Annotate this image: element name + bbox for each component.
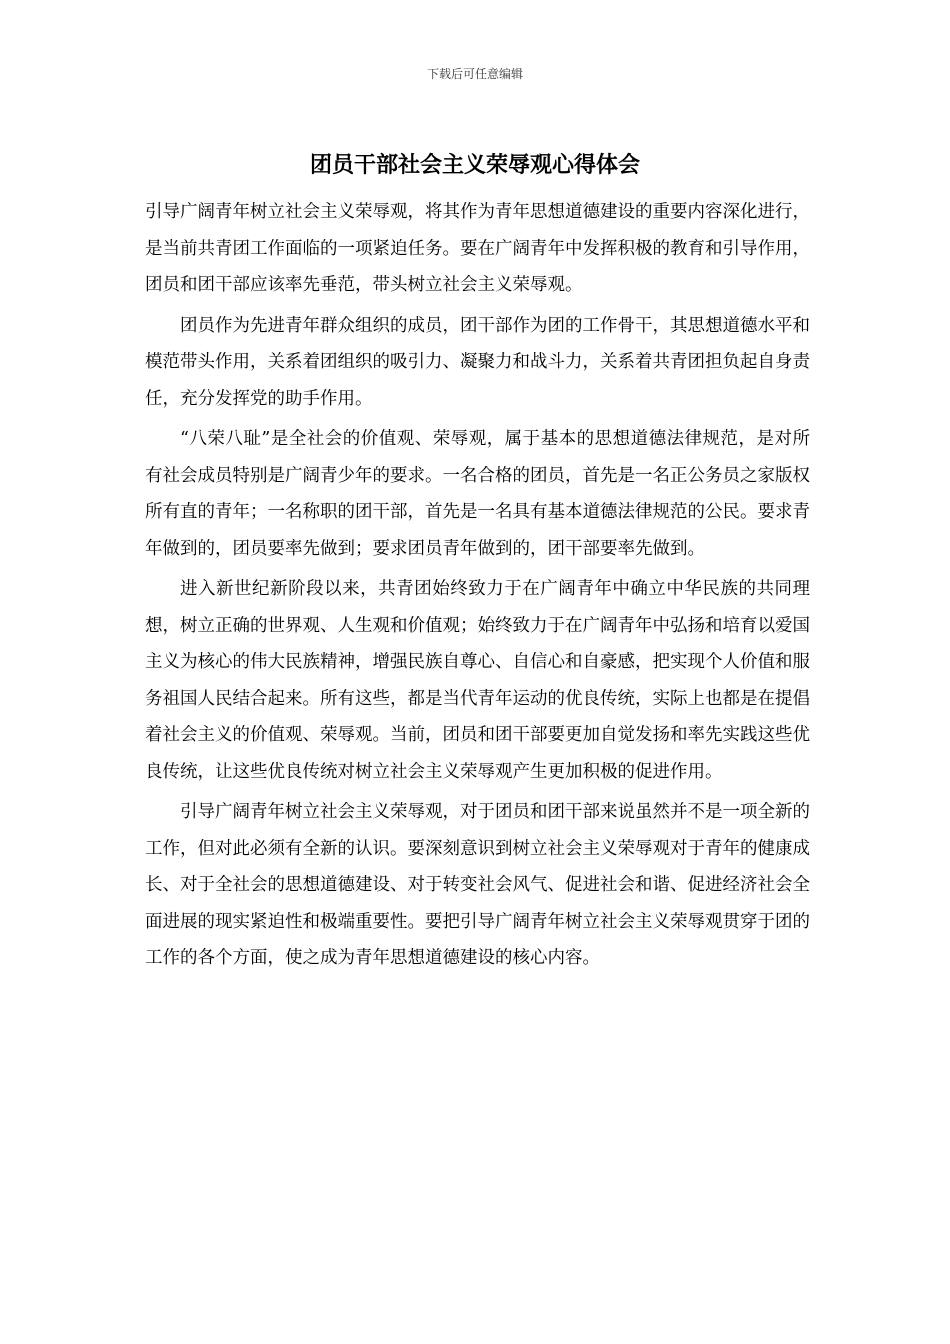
- document-title: 团员干部社会主义荣辱观心得体会: [309, 153, 640, 178]
- document-body: [145, 194, 810, 981]
- paragraph-3: “八荣八耻”是全社会的价值观、荣辱观，属于基本的思想道德法律规范，是对所有社会成员特别是广阔青少年的要求。一名合格的团员，首先是一名正公务员之家版权所有直的青年；一名称职的团干部，首先是一名具有基本道德法律规范的公民。要求青年做到的，团员要率先做到；要求团员青年做到的，团干部要率先做到。: [145, 429, 810, 559]
- header-note: 下载后可任意编辑: [426, 67, 523, 81]
- paragraph-4: 进入新世纪新阶段以来，共青团始终致力于在广阔青年中确立中华民族的共同理想，树立正确的世界观、人生观和价值观；始终致力于在广阔青年中弘扬和培育以爱国主义为核心的伟大民族精神，增强民族自尊心、自信心和自豪感，把实现个人价值和服务祖国人民结合起来。所有这些，都是当代青年运动的优良传统，实际上也都是在提倡着社会主义的价值观、荣辱观。当前，团员和团干部要更加自觉发扬和率先实践这些优良传统，让这些优良传统对树立社会主义荣辱观产生更加积极的促进作用。: [145, 579, 810, 782]
- paragraph-5: 引导广阔青年树立社会主义荣辱观，对于团员和团干部来说虽然并不是一项全新的工作，但对此必须有全新的认识。要深刻意识到树立社会主义荣辱观对于青年的健康成长、对于全社会的思想道德建设、对于转变社会风气、促进社会和谐、促进经济社会全面进展的现实紧迫性和极端重要性。要把引导广阔青年树立社会主义荣辱观贯穿于团的工作的各个方面，使之成为青年思想道德建设的核心内容。: [145, 802, 810, 968]
- paragraph-2: 团员作为先进青年群众组织的成员，团干部作为团的工作骨干，其思想道德水平和模范带头作用，关系着团组织的吸引力、凝聚力和战斗力，关系着共青团担负起自身责任，充分发挥党的助手作用。: [145, 315, 810, 409]
- paragraph-1: 引导广阔青年树立社会主义荣辱观，将其作为青年思想道德建设的重要内容深化进行，是当前共青团工作面临的一项紧迫任务。要在广阔青年中发挥积极的教育和引导作用，团员和团干部应该率先垂范，带头树立社会主义荣辱观。: [145, 202, 810, 295]
